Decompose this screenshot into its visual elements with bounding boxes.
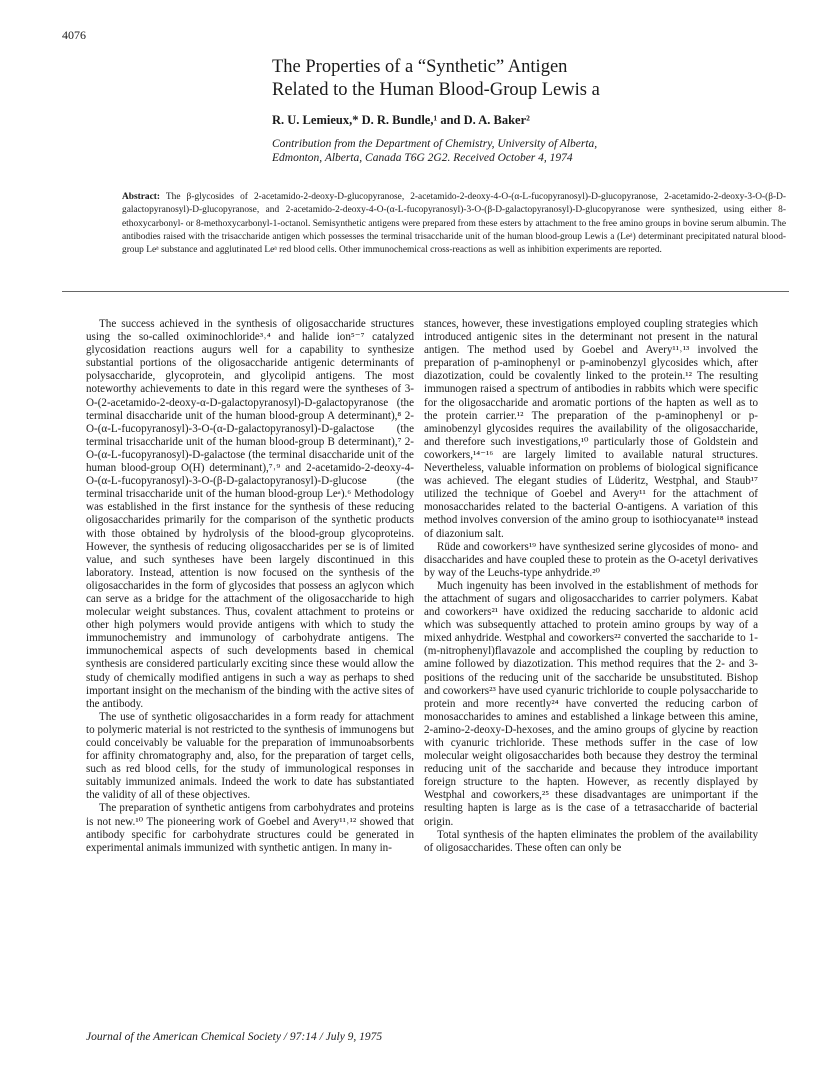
affiliation	[272, 137, 792, 165]
body-column-left	[86, 318, 414, 855]
page-number: 4076	[62, 28, 86, 42]
affiliation-line-2: Edmonton, Alberta, Canada T6G 2G2. Received October 4, 1974	[272, 152, 573, 164]
body-paragraph: Rüde and coworkers¹⁹ have synthesized serine glycosides of mono- and disaccharides and have coupled these to protein as the O-acetyl derivatives by way of the Leuchs-type anhydride.²⁰	[424, 540, 758, 579]
body-paragraph: The use of synthetic oligosaccharides in a form ready for attachment to polymeric material is not restricted to the synthesis of immunogens but could conceivably be valuable for the preparation of immunoabsorbents for affinity chromatography and, also, for the preparation of target cells, such as red blood cells, for the study of immunological responses in suitably immunized animals. Indeed the work to date has substantiated the validity of all of these objectives.	[86, 710, 414, 802]
body-paragraph: Total synthesis of the hapten eliminates the problem of the availability of oligosaccharides. These often can only be	[424, 828, 758, 854]
abstract-text: The β-glycosides of 2-acetamido-2-deoxy-D-glucopyranose, 2-acetamido-2-deoxy-4-O-(α-L-fucopyranosyl)-D-glucopyranose, 2-acetamido-2-deoxy-3-O-(β-D-galactopyranosyl)-D-glucopyranose, and 2-acetamido-2-deoxy-4-O-(α-L-fucopyranosyl)-3-O-(β-D-galactopyranosyl)-D-glucopyranose were synthesized, using either 8-ethoxycarbonyl- or 8-methoxycarbonyl-1-octanol. Semisynthetic antigens were prepared from these esters by attachment to the free amino groups in bovine serum albumin. The antibodies raised with the trisaccharide antigen which possesses the terminal trisaccharide unit of the human blood-group Lewis a (Leᵃ) determinant precipitated natural blood-group Leᵃ substance and agglutinated Leᵃ red blood cells. Other immunochemical cross-reactions as well as inhibition experiments are reported.	[122, 192, 786, 256]
body-paragraph: The preparation of synthetic antigens from carbohydrates and proteins is not new.¹⁰ The pioneering work of Goebel and Avery¹¹˒¹² showed that antibody specific for carbohydrate structures could be generated in experimental animals immunized with synthetic antigen. In many in-	[86, 802, 414, 854]
body-paragraph: Much ingenuity has been involved in the establishment of methods for the attachment of sugars and oligosaccharides to carrier polymers. Kabat and coworkers²¹ have oxidized the reducing saccharide to aldonic acid which was subsequently attached to protein amino groups by way of a mixed anhydride. Westphal and coworkers²² converted the saccharide to 1-(m-nitrophenyl)flavazole and accomplished the coupling by reduction to amine followed by diazotization. This method requires that the 2- and 3-positions of the reducing unit of the saccharide be unsubstituted. Bishop and coworkers²³ have used cyanuric trichloride to couple polysaccharide to protein and more recently²⁴ have converted the reducing carbon of monosaccharides to amines and established a linkage between this amine, 2-amino-2-deoxy-D-hexoses, and the amino groups of glycine by reaction with cyanuric trichloride. These methods suffer in the case of low molecular weight oligosaccharides both because they destroy the terminal reducing unit of the saccharide and because they introduce important foreign structure to the hapten. However, as recently displayed by Westphal and coworkers,²⁵ these disadvantages are unimportant if the resulting hapten is large as is the case of a tetrasaccharide of bacterial origin.	[424, 579, 758, 828]
author-list: R. U. Lemieux,* D. R. Bundle,¹ and D. A. Baker²	[272, 113, 530, 127]
abstract-label: Abstract:	[122, 192, 161, 202]
body-column-right	[424, 318, 758, 855]
body-paragraph-continued: stances, however, these investigations employed coupling strategies which introduced antigenic sites in the determinant not present in the natural antigen. The method used by Goebel and Avery¹¹˒¹³ involved the preparation of p-aminophenyl or p-aminobenzyl glycosides which, after diazotization, could be covalently linked to the protein.¹² The resulting immunogen raised a spectrum of antibodies in rabbits which were specific for the oligosaccharide and aromatic portions of the hapten as well as to the protein carrier.¹² The preparation of the p-aminophenyl or p-aminobenzyl glycosides requires the availability of the oligosaccharide, and therefore such investigations,¹⁰ particularly those of Goldstein and coworkers,¹⁴⁻¹⁶ are largely limited to available natural structures. Nevertheless, valuable information on problems of biological significance was achieved. The elegant studies of Lüderitz, Westphal, and Staub¹⁷ utilized the technique of Goebel and Avery¹¹ for the attachment of monosaccharides related to the bacterial O-antigens. A variation of this method involves conversion of the amino group to isothiocyanate¹⁸ instead of diazonium salt.	[424, 318, 758, 540]
affiliation-line-1: Contribution from the Department of Chemistry, University of Alberta,	[272, 138, 598, 150]
title-line-1: The Properties of a “Synthetic” Antigen	[272, 57, 568, 77]
journal-citation-footer: Journal of the American Chemical Society / 97:14 / July 9, 1975	[86, 1031, 383, 1043]
abstract	[122, 191, 786, 257]
section-divider	[62, 291, 789, 292]
article-title	[272, 56, 792, 102]
title-line-2: Related to the Human Blood-Group Lewis a	[272, 80, 600, 100]
body-paragraph: The success achieved in the synthesis of oligosaccharide structures using the so-called oximinochloride³˒⁴ and halide ion⁵⁻⁷ catalyzed glycosidation reactions augurs well for a capability to synthesize substantial portions of the oligosaccharide antigenic determinants of polysaccharide, glycoprotein, and glycolipid antigens. The most noteworthy achievements to date in this regard were the syntheses of 3-O-(2-acetamido-2-deoxy-α-D-galactopyranosyl)-D-galactopyranose (the terminal disaccharide unit of the human blood-group A determinant),⁸ 2-O-(α-L-fucopyranosyl)-3-O-(α-D-galactopyranosyl)-D-galactose (the terminal trisaccharide unit of the human blood-group B determinant),⁷ 2-O-(α-L-fucopyranosyl)-D-galactose (the terminal disaccharide unit of the human blood-group O(H) determinant),⁷˒⁹ and 2-acetamido-2-deoxy-4-O-(α-L-fucopyranosyl)-3-O-(β-D-galactopyranosyl)-D-glucose (the terminal trisaccharide unit of the human blood-group Leᵃ).⁶ Methodology was established in the first instance for the synthesis of these reducing oligosaccharides primarily for the comparison of the synthetic products with those obtained by hydrolysis of the blood-group glycoproteins. However, the synthesis of reducing oligosaccharides per se is of limited value, and such syntheses have been largely discontinued in this laboratory. Instead, attention is now focused on the synthesis of the oligosaccharides in the form of glycosides that possess an aglycon which can serve as a bridge for the attachment of the oligosaccharide to high molecular weight substances. Thus, covalent attachment to proteins or other high polymers would provide antigens with which to study the immunochemistry and immunology of carbohydrate antigens. The immunochemical aspects of such developments based in chemical synthesis are considered particularly exciting since these would allow the study of chemically modified antigens in such a way as perhaps to shed important insight on the mechanism of the binding with the active sites of the antibody.	[86, 318, 414, 710]
